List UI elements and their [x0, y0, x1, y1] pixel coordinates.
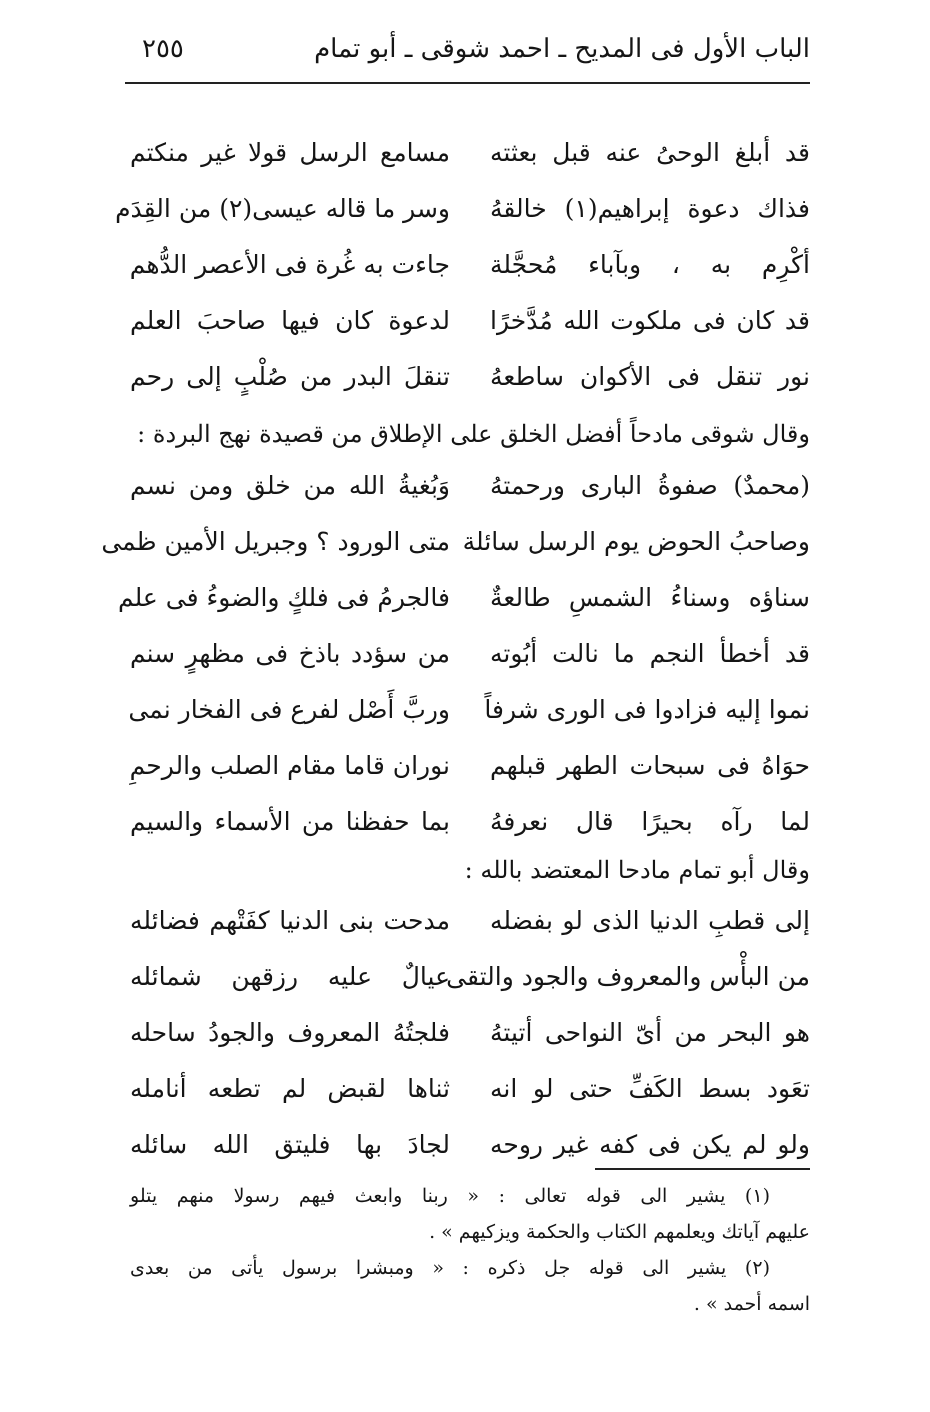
verse-first-hemistich: سناؤه وسناءُ الشمسِ طالعةٌ — [490, 583, 810, 612]
verse — [130, 293, 810, 349]
verse — [130, 1061, 810, 1117]
verse-first-hemistich: قد أخطأ النجم ما نالت أبُوته — [490, 639, 810, 668]
verse — [130, 794, 810, 850]
footnotes — [130, 1178, 810, 1322]
verse-first-hemistich: قد كان فى ملكوت الله مُدَّخرًا — [490, 306, 810, 335]
footnote-2-line-1: (٢) يشير الى قوله جل ذكره : « ومبشرا برسول يأتى من بعدى — [130, 1257, 770, 1279]
verse-first-hemistich: من البأْس والمعروف والجود والتقى — [446, 962, 810, 991]
verse — [130, 237, 810, 293]
verse-second-hemistich: من سؤدد باذخ فى مظهرٍ سنم — [130, 639, 450, 668]
verse-second-hemistich: نوران قاما مقام الصلب والرحمِ — [129, 751, 450, 780]
verse-second-hemistich: لدعوة كان فيها صاحبَ العلم — [130, 306, 450, 335]
verse-second-hemistich: وسر ما قاله عيسى(٢) من القِدَم — [115, 194, 450, 223]
verse-second-hemistich: وربَّ أَصْل لفرع فى الفخار نمى — [128, 695, 450, 724]
header-divider — [125, 82, 810, 84]
verse-first-hemistich: إلى قطبِ الدنيا الذى لو بفضله — [490, 906, 810, 935]
verse — [130, 682, 810, 738]
page-number: ٢٥٥ — [142, 34, 184, 64]
verse-second-hemistich: بما حفظنا من الأسماء والسيم — [130, 807, 450, 836]
verse — [117, 570, 810, 626]
verse-first-hemistich: هو البحر من أىّ النواحى أتيتهُ — [490, 1018, 810, 1047]
verse — [130, 1005, 810, 1061]
verse — [130, 458, 810, 514]
verse-first-hemistich: أكْرِم به ، وبآباء مُحجَّلة — [490, 250, 810, 279]
verse-first-hemistich: فذاك دعوة إبراهيم(١) خالقهُ — [490, 194, 810, 223]
verse-first-hemistich: نموا إليه فزادوا فى الورى شرفاً — [484, 695, 810, 724]
verse-second-hemistich: مدحت بنى الدنيا كفَتْهم فضائله — [130, 906, 450, 935]
verse — [130, 893, 810, 949]
footnote-divider — [595, 1168, 810, 1170]
poem-abu-tammam — [130, 893, 810, 1173]
verse-first-hemistich: تعَود بسط الكَفِّ حتى لو انه — [490, 1074, 810, 1103]
verse — [130, 738, 810, 794]
verse — [130, 125, 810, 181]
verse-second-hemistich: فالجرمُ فى فلكٍ والضوءُ فى علم — [117, 583, 450, 612]
verse-first-hemistich: قد أبلغ الوحىُ عنه قبل بعثته — [490, 138, 810, 167]
verse-first-hemistich: لما رآه بحيرًا قال نعرفهُ — [490, 807, 810, 836]
verse-second-hemistich: ثناها لقبض لم تطعه أنامله — [130, 1074, 450, 1103]
verse — [101, 514, 810, 570]
verse-first-hemistich: حوَاهُ فى سبحات الطهر قبلهم — [490, 751, 810, 780]
verse-second-hemistich: عيالٌ عليه رزقهن شمائله — [130, 962, 450, 991]
verse — [130, 1117, 810, 1173]
verse-second-hemistich: جاءت به غُرة فى الأعصر الدُّهم — [129, 250, 450, 279]
verse-second-hemistich: وَبُغيةُ الله من خلق ومن نسم — [130, 471, 450, 500]
verse-second-hemistich: لجادَ بها فليتق الله سائله — [130, 1130, 450, 1159]
verse-second-hemistich: تنقلَ البدر من صُلْبٍ إلى رحم — [130, 362, 450, 391]
verse — [130, 949, 810, 1005]
verse — [130, 626, 810, 682]
intro-abu-tammam: وقال أبو تمام مادحا المعتضد بالله : — [464, 856, 810, 884]
verse-second-hemistich: متى الورود ؟ وجبريل الأمين ظمى — [101, 527, 450, 556]
verse-first-hemistich: ولو لم يكن فى كفه غير روحه — [490, 1130, 810, 1159]
running-header — [120, 28, 810, 78]
footnote-1-line-2: عليهم آياتك ويعلمهم الكتاب والحكمة ويزكيهم » . — [429, 1221, 810, 1243]
intro-shawqi: وقال شوقى مادحاً أفضل الخلق على الإطلاق من قصيدة نهج البردة : — [137, 420, 810, 448]
verse-second-hemistich: فلجتُهُ المعروف والجودُ ساحله — [130, 1018, 450, 1047]
verse-second-hemistich: مسامع الرسل قولا غير منكتم — [130, 138, 450, 167]
footnote-2-line-2: اسمه أحمد » . — [693, 1293, 810, 1315]
verse-first-hemistich: نور تنقل فى الأكوان ساطعهُ — [490, 362, 810, 391]
verse-first-hemistich: (محمدٌ) صفوةُ البارى ورحمتهُ — [490, 471, 810, 500]
poem-shawqi-burda-excerpt — [115, 125, 810, 405]
poem-shawqi-nahj-al-burda — [101, 458, 810, 850]
verse — [130, 349, 810, 405]
chapter-title: الباب الأول فى المديح ـ احمد شوقى ـ أبو تمام — [314, 34, 810, 64]
footnote-1-line-1: (١) يشير الى قوله تعالى : « ربنا وابعث فيهم رسولا منهم يتلو — [130, 1185, 770, 1207]
verse-first-hemistich: وصاحبُ الحوض يوم الرسل سائلة — [462, 527, 810, 556]
verse — [115, 181, 810, 237]
